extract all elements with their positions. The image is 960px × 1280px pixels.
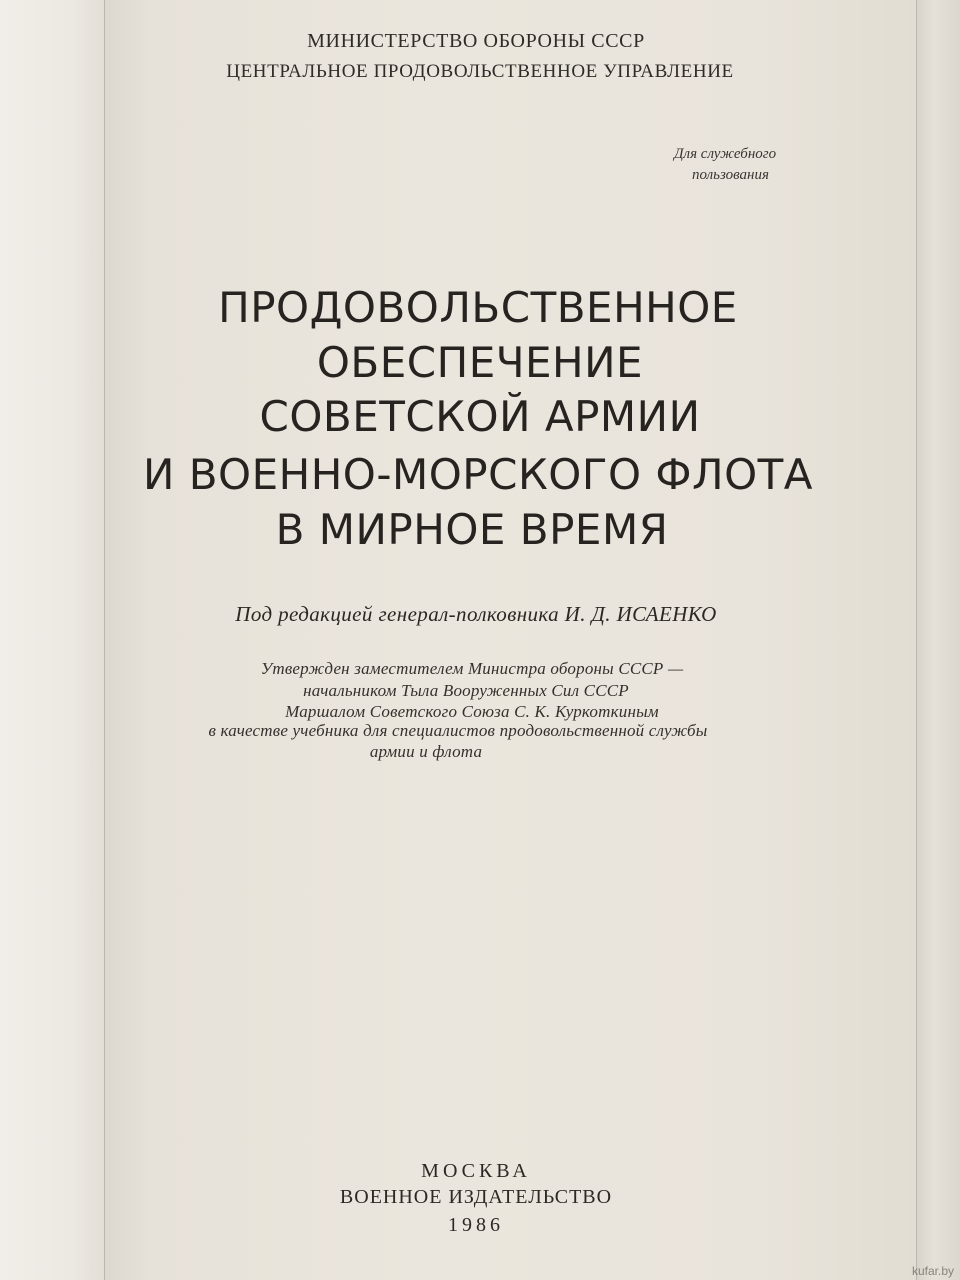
book-title-line1: ПРОДОВОЛЬСТВЕННОЕ: [218, 283, 738, 332]
book-title-line2: ОБЕСПЕЧЕНИЕ: [316, 338, 644, 387]
title-page: [104, 0, 916, 1280]
editor-credit: Под редакцией генерал-полковника И. Д. ИСАЕНКО: [235, 602, 717, 626]
page-right-edge-line: [916, 0, 917, 1280]
book-title-line4: И ВОЕННО-МОРСКОГО ФЛОТА: [142, 450, 814, 499]
approval-line1: Утвержден заместителем Министра обороны СССР —: [260, 659, 684, 678]
restriction-note-line2: пользования: [692, 167, 769, 183]
book-title-line5: В МИРНОЕ ВРЕМЯ: [275, 505, 669, 554]
approval-line5: армии и флота: [369, 742, 483, 761]
imprint-year: 1986: [448, 1214, 504, 1236]
approval-line2: начальником Тыла Вооруженных Сил СССР: [303, 681, 629, 700]
previous-page-edge: [0, 0, 104, 1280]
page-stack-edge: [916, 0, 960, 1280]
site-watermark: kufar.by: [911, 1264, 954, 1278]
ministry-header: МИНИСТЕРСТВО ОБОРОНЫ СССР: [307, 30, 645, 52]
approval-line3: Маршалом Советского Союза С. К. Куркоткиным: [285, 702, 659, 721]
book-title-line3: СОВЕТСКОЙ АРМИИ: [259, 392, 701, 441]
imprint-city: МОСКВА: [421, 1160, 531, 1182]
department-header: ЦЕНТРАЛЬНОЕ ПРОДОВОЛЬСТВЕННОЕ УПРАВЛЕНИЕ: [226, 61, 734, 82]
page-fold-line: [104, 0, 105, 1280]
approval-line4: в качестве учебника для специалистов продовольственной службы: [208, 721, 708, 740]
restriction-note-line1: Для служебного: [674, 146, 777, 162]
imprint-publisher: ВОЕННОЕ ИЗДАТЕЛЬСТВО: [339, 1186, 613, 1208]
